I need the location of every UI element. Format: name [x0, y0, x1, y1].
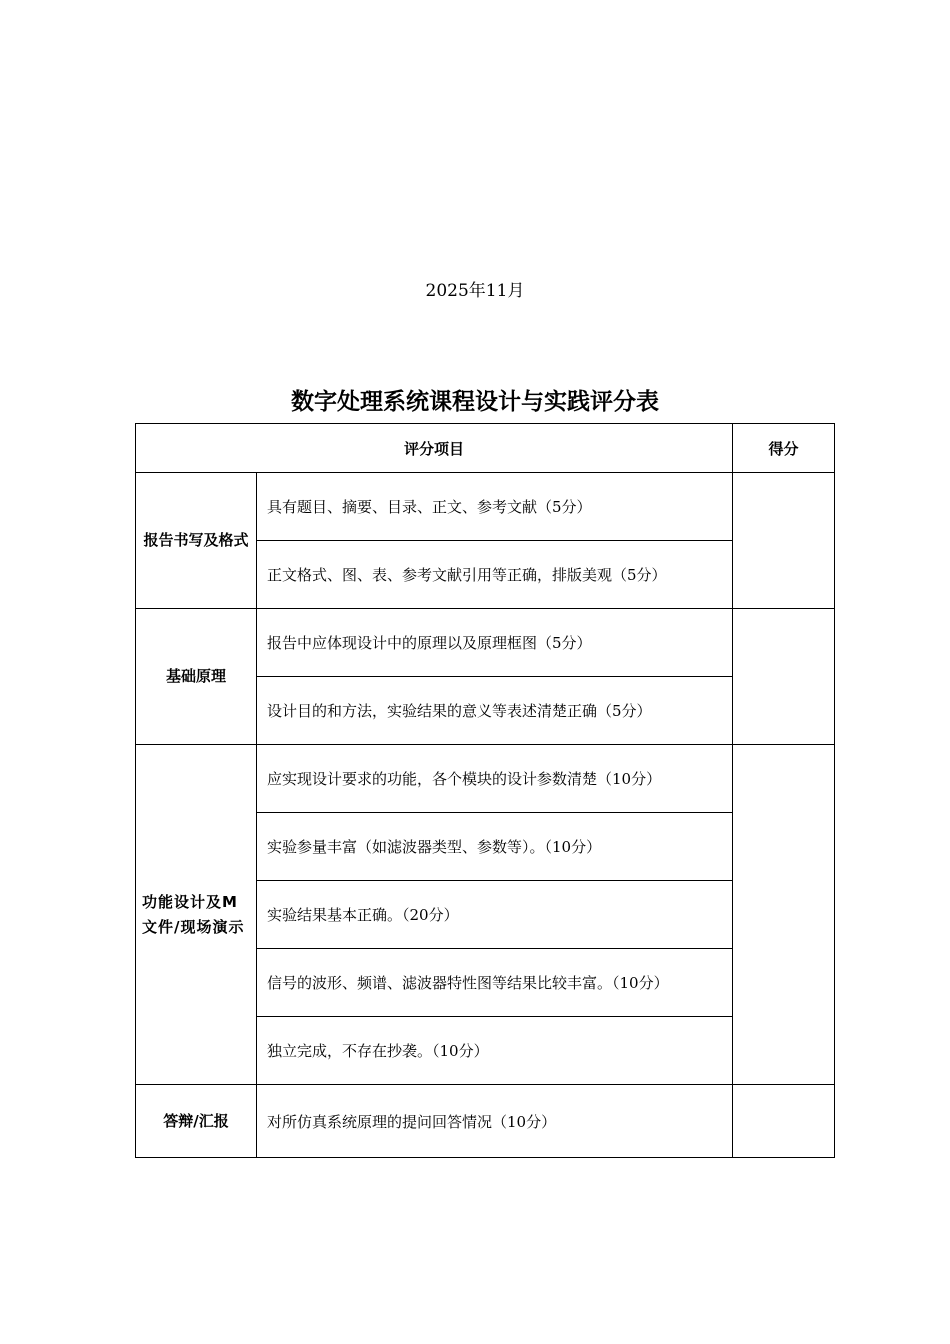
header-score: 得分 [733, 424, 835, 473]
scoring-table [135, 423, 835, 1158]
table-row [136, 473, 835, 541]
document-date: 2025年11月 [425, 281, 525, 301]
criterion-cell: 应实现设计要求的功能，各个模块的设计参数清楚（10分） [257, 745, 733, 813]
category-report-format: 报告书写及格式 [136, 473, 257, 609]
criterion-cell: 具有题目、摘要、目录、正文、参考文献（5分） [257, 473, 733, 541]
category-function-design: 功能设计及M文件/现场演示 [136, 745, 257, 1085]
score-input-cell[interactable] [733, 1085, 835, 1158]
table-row [136, 609, 835, 677]
table-title: 数字处理系统课程设计与实践评分表 [291, 389, 659, 415]
criterion-cell: 对所仿真系统原理的提问回答情况（10分） [257, 1085, 733, 1158]
score-input-cell[interactable] [733, 745, 835, 1085]
score-input-cell[interactable] [733, 473, 835, 609]
table-header-row [136, 424, 835, 473]
criterion-cell: 实验结果基本正确。（20分） [257, 881, 733, 949]
header-item: 评分项目 [136, 424, 733, 473]
table-row [136, 745, 835, 813]
criterion-cell: 信号的波形、频谱、滤波器特性图等结果比较丰富。（10分） [257, 949, 733, 1017]
criterion-cell: 独立完成，不存在抄袭。（10分） [257, 1017, 733, 1085]
criterion-cell: 实验参量丰富（如滤波器类型、参数等）。（10分） [257, 813, 733, 881]
criterion-cell: 正文格式、图、表、参考文献引用等正确，排版美观（5分） [257, 541, 733, 609]
score-input-cell[interactable] [733, 609, 835, 745]
criterion-cell: 报告中应体现设计中的原理以及原理框图（5分） [257, 609, 733, 677]
category-basic-principle: 基础原理 [136, 609, 257, 745]
criterion-cell: 设计目的和方法，实验结果的意义等表述清楚正确（5分） [257, 677, 733, 745]
table-row [136, 1085, 835, 1158]
category-defense: 答辩/汇报 [136, 1085, 257, 1158]
